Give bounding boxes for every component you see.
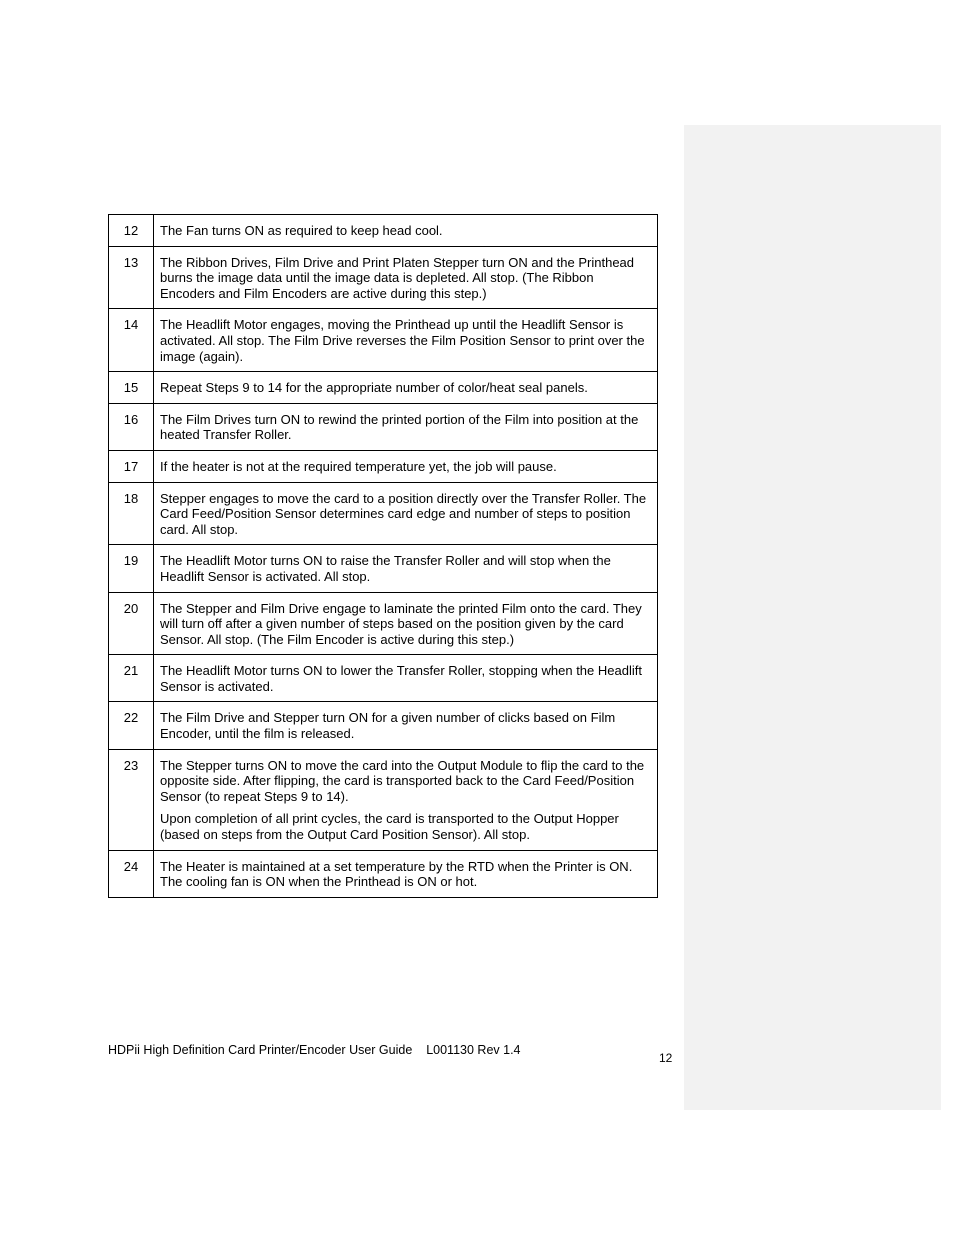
step-description	[154, 545, 658, 592]
table-row	[109, 403, 658, 450]
step-text: The Ribbon Drives, Film Drive and Print Platen Stepper turn ON and the Printhead burns the image data until the image data is depleted. All stop. (The Ribbon Encoders and Film Encoders are active during this step.)	[160, 254, 635, 301]
step-number: 20	[109, 592, 154, 655]
step-text: If the heater is not at the required temperature yet, the job will pause.	[160, 458, 557, 474]
step-text: The Stepper and Film Drive engage to laminate the printed Film onto the card. They will turn off after a given number of steps based on the position given by the card Sensor. All stop. (The Film Encoder is active during this step.)	[160, 600, 642, 647]
table-row	[109, 246, 658, 309]
step-text: Upon completion of all print cycles, the card is transported to the Output Hopper (based on steps from the Output Card Position Sensor). All stop.	[160, 811, 619, 843]
step-text: The Fan turns ON as required to keep head cool.	[160, 223, 443, 238]
table-row	[109, 215, 658, 247]
step-text: Repeat Steps 9 to 14 for the appropriate number of color/heat seal panels.	[160, 380, 588, 396]
table-row	[109, 850, 658, 897]
step-number: 14	[109, 309, 154, 372]
table-row	[109, 450, 658, 482]
step-number: 18	[109, 482, 154, 545]
step-description	[154, 309, 658, 372]
step-text: The Headlift Motor engages, moving the Printhead up until the Headlift Sensor is activated. All stop. The Film Drive reverses the Film Position Sensor to print over the image (again).	[160, 317, 645, 364]
table-row	[109, 749, 658, 850]
step-description	[154, 482, 658, 545]
table-row	[109, 545, 658, 592]
table-row	[109, 482, 658, 545]
step-number: 12	[109, 215, 154, 247]
step-description	[154, 403, 658, 450]
step-description	[154, 372, 658, 404]
footer-doc-code: L001130 Rev 1.4	[426, 1043, 521, 1057]
table-row	[109, 309, 658, 372]
step-number: 21	[109, 655, 154, 702]
comment-pane	[684, 125, 941, 1110]
table-row	[109, 372, 658, 404]
step-text: The Headlift Motor turns ON to raise the Transfer Roller and will stop when the Headlift Sensor is activated. All stop.	[160, 553, 611, 584]
table-row	[109, 702, 658, 749]
step-number: 17	[109, 450, 154, 482]
page-footer	[108, 1043, 521, 1057]
step-text: Stepper engages to move the card to a position directly over the Transfer Roller. The Card Feed/Position Sensor determines card edge and number of steps to position card. All stop.	[160, 490, 647, 537]
step-number: 13	[109, 246, 154, 309]
steps-table-body	[109, 215, 658, 898]
step-text: The Heater is maintained at a set temperature by the RTD when the Printer is ON. The cooling fan is ON when the Printhead is ON or hot.	[160, 858, 633, 890]
table-row	[109, 592, 658, 655]
step-number: 23	[109, 749, 154, 850]
table-row	[109, 655, 658, 702]
step-description	[154, 749, 658, 850]
step-description	[154, 850, 658, 897]
step-description	[154, 592, 658, 655]
steps-table	[108, 214, 658, 898]
step-description	[154, 215, 658, 247]
step-number: 16	[109, 403, 154, 450]
step-number: 19	[109, 545, 154, 592]
step-number: 24	[109, 850, 154, 897]
step-number: 15	[109, 372, 154, 404]
footer-title: HDPii High Definition Card Printer/Encoder User Guide	[108, 1043, 413, 1057]
page-number: 12	[659, 1051, 673, 1065]
step-description	[154, 246, 658, 309]
step-text: The Film Drive and Stepper turn ON for a given number of clicks based on Film Encoder, until the film is released.	[160, 710, 616, 742]
step-text: The Headlift Motor turns ON to lower the Transfer Roller, stopping when the Headlift Sensor is activated.	[160, 663, 642, 694]
step-description	[154, 450, 658, 482]
step-description	[154, 655, 658, 702]
step-number: 22	[109, 702, 154, 749]
step-description	[154, 702, 658, 749]
step-text: The Film Drives turn ON to rewind the printed portion of the Film into position at the heated Transfer Roller.	[160, 411, 639, 443]
step-text: The Stepper turns ON to move the card into the Output Module to flip the card to the opposite side. After flipping, the card is transported back to the Card Feed/Position Sensor (to repeat Steps 9 to 14).	[160, 757, 645, 804]
